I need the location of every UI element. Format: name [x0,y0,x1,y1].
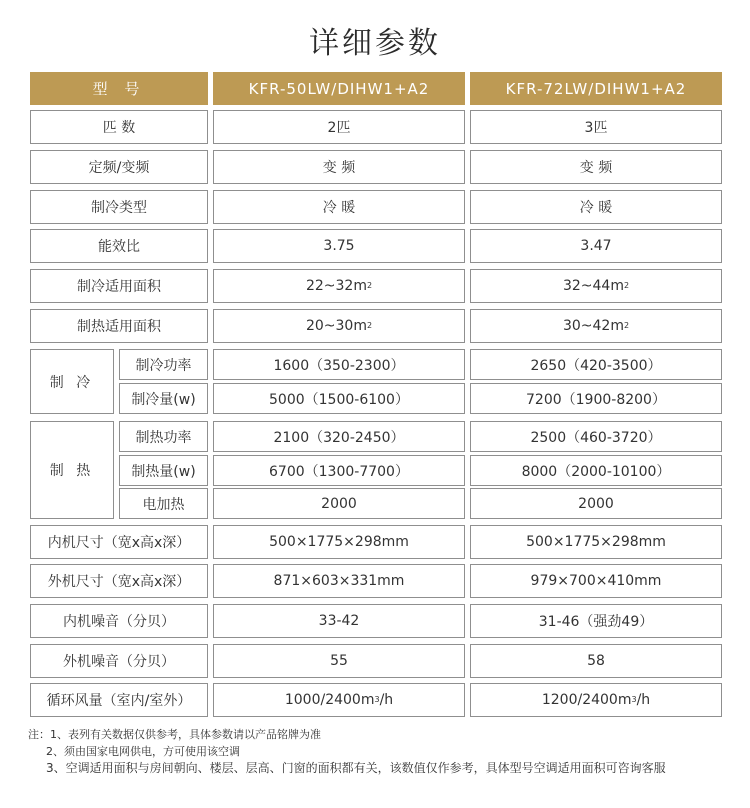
header-model-a: KFR-50LW/DIHW1+A2 [213,72,465,105]
header-model-b: KFR-72LW/DIHW1+A2 [470,72,722,105]
row-cooling-type-label: 制冷类型 [30,190,208,224]
row-cooling-area-label: 制冷适用面积 [30,269,208,303]
row-heating-power-a: 2100（320-2450） [213,421,465,452]
row-indoor-size-label: 内机尺寸（宽x高x深） [30,525,208,559]
row-inverter-label: 定频/变频 [30,150,208,184]
row-heating-capacity-b: 8000（2000-10100） [470,455,722,486]
row-horsepower-label: 匹 数 [30,110,208,144]
page-title: 详细参数 [309,26,441,61]
row-outdoor-size-label: 外机尺寸（宽x高x深） [30,564,208,598]
airflow-b-value: 1200/2400m [541,692,632,708]
footnotes [28,726,666,777]
row-airflow-label: 循环风量（室内/室外） [30,683,208,717]
row-outdoor-noise-b: 58 [470,644,722,678]
row-indoor-noise-label: 内机噪音（分贝） [30,604,208,638]
footnote-3: 3、空调适用面积与房间朝向、楼层、层高、门窗的面积都有关，该数值仅作参考，具体型号空调适用面积可咨询客服 [46,761,666,775]
cooling-area-a-value: 22~32m [305,278,367,294]
row-cooling-capacity-a: 5000（1500-6100） [213,383,465,414]
row-efficiency-b: 3.47 [470,229,722,263]
row-cooling-capacity-label: 制冷量(w) [119,383,208,414]
row-heating-area-b: 30~42m 2 [470,309,722,343]
row-indoor-size-a: 500×1775×298mm [213,525,465,559]
footnote-2: 2、须由国家电网供电，方可使用该空调 [46,745,240,758]
row-airflow-a: 1000/2400m 3 /h [213,683,465,717]
row-cooling-area-a: 22~32m 2 [213,269,465,303]
row-cooling-capacity-b: 7200（1900-8200） [470,383,722,414]
row-inverter-b: 变 频 [470,150,722,184]
row-cooling-power-a: 1600（350-2300） [213,349,465,380]
cooling-area-b-value: 32~44m [562,278,624,294]
row-electric-heat-b: 2000 [470,488,722,519]
row-cooling-area-b: 32~44m 2 [470,269,722,303]
row-heating-power-b: 2500（460-3720） [470,421,722,452]
row-horsepower-b: 3匹 [470,110,722,144]
row-cooling-power-b: 2650（420-3500） [470,349,722,380]
row-outdoor-size-a: 871×603×331mm [213,564,465,598]
row-efficiency-label: 能效比 [30,229,208,263]
row-indoor-noise-b: 31-46（强劲49） [470,604,722,638]
row-electric-heat-a: 2000 [213,488,465,519]
airflow-b-unit: /h [636,692,651,708]
row-inverter-a: 变 频 [213,150,465,184]
header-model-label: 型 号 [30,72,208,105]
row-cooling-power-label: 制冷功率 [119,349,208,380]
row-electric-heat-label: 电加热 [119,488,208,519]
footnote-1: 注：1、表列有关数据仅供参考，具体参数请以产品铭牌为准 [28,728,321,741]
airflow-a-unit: /h [379,692,394,708]
row-outdoor-noise-a: 55 [213,644,465,678]
row-heating-capacity-a: 6700（1300-7700） [213,455,465,486]
row-heating-power-label: 制热功率 [119,421,208,452]
row-indoor-noise-a: 33-42 [213,604,465,638]
cooling-group-label: 制 冷 [30,349,114,414]
row-indoor-size-b: 500×1775×298mm [470,525,722,559]
row-outdoor-size-b: 979×700×410mm [470,564,722,598]
row-heating-capacity-label: 制热量(w) [119,455,208,486]
airflow-a-value: 1000/2400m [284,692,375,708]
row-cooling-type-b: 冷 暖 [470,190,722,224]
heating-area-b-value: 30~42m [562,318,624,334]
row-horsepower-a: 2匹 [213,110,465,144]
row-efficiency-a: 3.75 [213,229,465,263]
row-heating-area-label: 制热适用面积 [30,309,208,343]
row-cooling-type-a: 冷 暖 [213,190,465,224]
heating-area-a-value: 20~30m [305,318,367,334]
row-heating-area-a: 20~30m 2 [213,309,465,343]
row-airflow-b: 1200/2400m 3 /h [470,683,722,717]
row-outdoor-noise-label: 外机噪音（分贝） [30,644,208,678]
heating-group-label: 制 热 [30,421,114,519]
